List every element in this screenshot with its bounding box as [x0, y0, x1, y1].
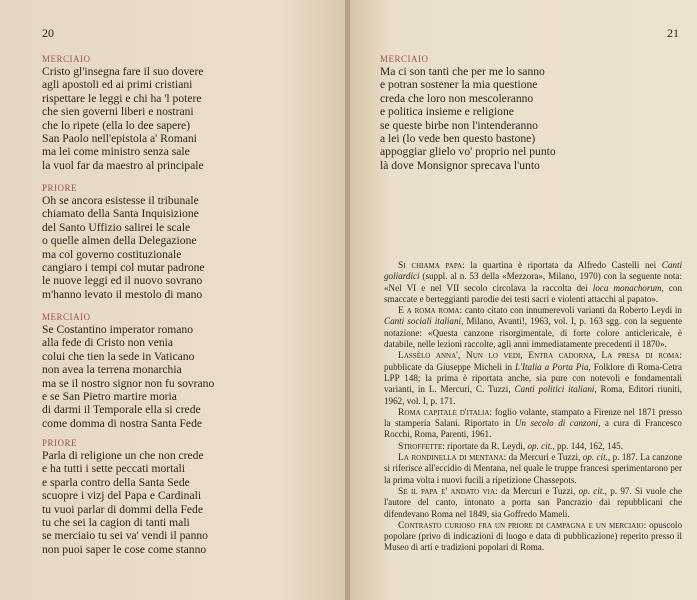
note-title: E a roma roma: [398, 305, 463, 317]
speaker-label: MERCIAIO [42, 54, 91, 64]
verse-line: che sien governi liberi e nostrani [42, 105, 194, 119]
verse-line: la vuol far da maestro al principale [42, 158, 204, 172]
verse-line: tu che sei la cagion di tanti mali [42, 516, 190, 530]
verse-line: e se San Pietro martire moria [42, 390, 177, 404]
verse-line: colui che tien la sede in Vaticano [42, 349, 195, 363]
speaker-label: PRIORE [42, 183, 78, 193]
verse-line: ma se il nostro signor non fu sovrano [42, 376, 215, 390]
verse-line: e politica insieme e religione [380, 105, 514, 119]
note-italic: Un secolo di canzoni [514, 418, 599, 429]
verse-line: appoggiar glielo vo' proprio nel punto [380, 145, 556, 159]
verse-line: Oh se ancora esistesse il tribunale [42, 194, 199, 207]
note-paragraph [384, 486, 682, 520]
note-text: , p. 187. La canzone si riferisce all'eccidio di Mentana, nel quale le truppe francesi sperimentarono per la prima volta i nuovi fucili a ripetizione Chassepots. [384, 452, 682, 485]
verse-line: se queste birbe non l'intenderanno [380, 118, 538, 132]
note-text: , p. 97. Si vuole che l'autore del canto, intonato a porta san Pancrazio dai repubblicani che difendevano Roma nel 1849, sia Goffredo Mameli. [384, 485, 682, 519]
stanza [42, 437, 208, 556]
note-paragraph [384, 350, 682, 406]
note-text: da Mercuri e Tuzzi, [497, 485, 579, 496]
left-page [0, 0, 347, 600]
note-italic: Canti goliardici [384, 260, 682, 282]
verse-line: o quelle almen della Delegazione [42, 234, 197, 248]
note-italic: op. cit. [578, 485, 605, 496]
verse-line: non puoi saper le cose come stanno [42, 542, 207, 556]
speaker-label: MERCIAIO [42, 312, 91, 322]
verse-line: là dove Monsignor sprecava l'unto [380, 158, 540, 172]
note-paragraph [384, 452, 682, 486]
note-title: Stroffette: [398, 440, 445, 452]
note-italic: loca monachorum [592, 282, 662, 293]
verse-line: che lo ripete (ella lo dee sapere) [42, 118, 191, 132]
verse-line: tu vuoi parlar di dommi della Fede [42, 502, 203, 516]
verse-line: non avea la terrena monarchia [42, 363, 182, 377]
note-paragraph [384, 441, 682, 452]
stanza [380, 53, 556, 172]
note-text: pubblicate da Giuseppe Micheli in [384, 361, 515, 372]
verse-line: Ma ci son tanti che per me lo sanno [380, 65, 545, 78]
notes-section [384, 260, 682, 554]
note-title: Roma capitale d'italia: [398, 406, 493, 418]
verse-line: di darmi il Temporale ella si crede [42, 403, 201, 417]
verse-line: a lei (lo vede ben questo bastone) [380, 132, 536, 146]
speaker-label: MERCIAIO [380, 54, 429, 64]
note-text: foglio volante, stampato a Firenze nel 1871 presso la stamperia Salani. Riportato in [384, 406, 682, 429]
verse-line: e ha tutti i sette peccati mortali [42, 462, 185, 476]
stanza [42, 53, 204, 172]
verse-line: creda che loro non mescoleranno [380, 91, 534, 105]
right-page [350, 0, 697, 600]
note-text: , Folklore di Roma-Cetra LPP 148; la prima è riportata anche, sia pure con notevoli e fondamentali varianti, in L. Mercuri, C. Tuzzi, [384, 361, 683, 395]
note-text: opuscolo popolare (privo di indicazioni di luogo e data di pubblicazione) reperito presso il Museo di arti e tradizioni popolari di Roma. [384, 519, 682, 553]
note-paragraph [384, 407, 682, 441]
note-title: Lassèlo anna', Nun lo vedi, Entra cadorna, La presa di roma: [398, 350, 682, 362]
verse-line: scuopre i vizj del Papa e Cardinali [42, 489, 202, 503]
note-title: Si chiama papa: [398, 260, 465, 271]
verse-line: agli apostoli ed ai primi cristiani [42, 78, 193, 92]
speaker-label: PRIORE [42, 438, 78, 448]
verse-line: rispettare le leggi e chi ha 'l potere [42, 91, 202, 105]
note-text: , con smaccate e berteggianti parodie dei testi sacri e violenti attacchi al papato». [384, 282, 682, 304]
verse-line: cangiaro i tempi col mutar padrone [42, 261, 205, 275]
note-italic: Canti politici italiani [514, 384, 595, 395]
verse-line: le nuove leggi ed il nuovo sovrano [42, 274, 203, 288]
note-text: da Mercuri e Tuzzi, [506, 452, 583, 463]
note-text: , a cura di Francesco Rocchi, Roma, Parenti, 1961. [384, 418, 682, 440]
verse-line: e potran sostener la mia questione [380, 78, 538, 92]
verse-line: ma col governo costituzionale [42, 247, 182, 261]
verse-line: chiamato della Santa Inquisizione [42, 207, 199, 221]
verse-line: m'hanno levato il mestolo di mano [42, 287, 203, 301]
note-text: canto citato con innumerevoli varianti da Roberto Leydi in [462, 305, 682, 316]
note-italic: op. cit. [527, 440, 553, 451]
note-text: la quartina è riportata da Alfredo Castelli nei [464, 260, 662, 270]
note-text: , pp. 144, 162, 145. [552, 440, 623, 451]
verse-line: San Paolo nell'epistola a' Romani [42, 132, 197, 146]
stanza [42, 182, 205, 301]
verse-line: ma lei come ministro senza sale [42, 145, 190, 159]
note-title: La rondinella di mentana: [398, 452, 507, 464]
note-italic: Canti sociali italiani [384, 316, 462, 327]
verse-line: come domma di nostra Santa Fede [42, 416, 203, 430]
note-text: (suppl. al n. 53 della «Mezzora», Milano, 1970) con la seguente nota: «Nel VI e nel VII secolo circolava la raccolta dei [384, 271, 682, 293]
verse-line: e sparla contro della Santa Sede [42, 475, 190, 489]
verse-line: Parla di religione un che non crede [42, 449, 204, 462]
note-paragraph [384, 305, 682, 350]
note-title: Se il papa e' andato via: [398, 485, 498, 497]
note-italic: op. cit. [582, 452, 608, 463]
stanza [42, 311, 214, 430]
note-italic: L'Italia a Porta Pia [515, 361, 589, 372]
note-text: riportate da R. Leydi, [444, 440, 528, 451]
note-text: , Milano, Avanti!, 1963, vol. I, p. 163 sgg. con la seguente notazione: «Questa canzone risorgimentale, di forte colore anticlericale, è databile, nelle lezioni raccolte, agli anni immediatamente precedenti il 1870». [384, 316, 683, 350]
page-number: 21 [667, 26, 679, 40]
note-text: , Roma, Editori riuniti, 1962, vol. I, p. 171. [384, 384, 682, 406]
page-number: 20 [42, 26, 54, 40]
verse-line: se merciaio tu sei va' vendi il panno [42, 529, 208, 543]
verse-line: del Santo Uffizio salirei le scale [42, 220, 191, 234]
note-title: Contrasto curioso fra un priore di campagna e un merciaio: [398, 519, 647, 531]
note-paragraph [384, 260, 682, 305]
verse-line: alla fede di Cristo non venia [42, 336, 174, 350]
verse-line: Cristo gl'insegna fare il suo dovere [42, 65, 204, 78]
note-paragraph [384, 520, 682, 554]
verse-line: Se Costantino imperator romano [42, 323, 194, 336]
